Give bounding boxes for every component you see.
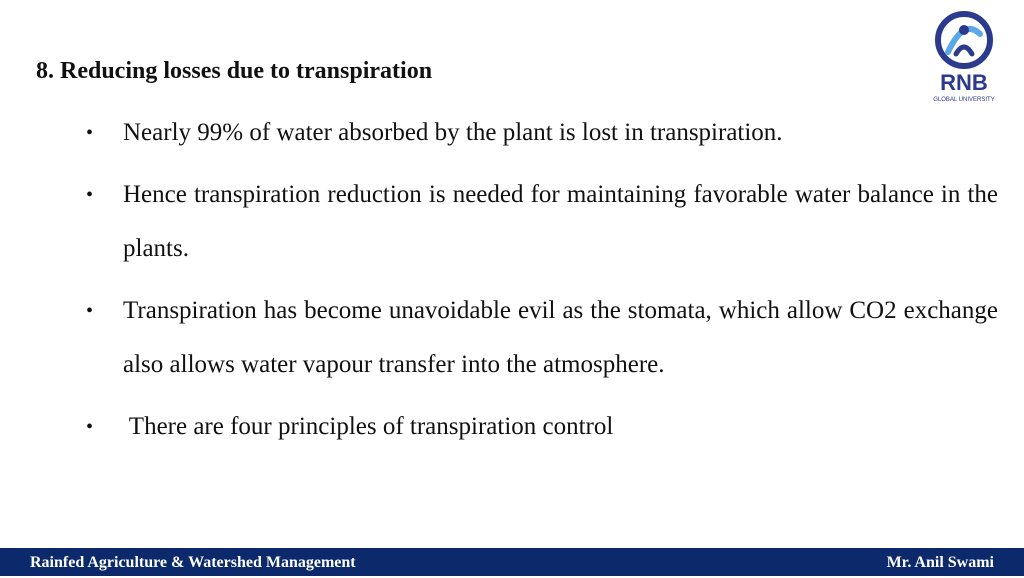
footer-bar [0,548,1024,576]
logo-text: RNB [940,70,988,95]
footer-course-title: Rainfed Agriculture & Watershed Management [30,554,356,571]
bullet-marker: • [86,122,94,144]
logo-subtext: GLOBAL UNIVERSITY [933,97,995,103]
bullet-marker: • [86,184,94,206]
bullet-item-1 [86,106,998,160]
footer-author: Mr. Anil Swami [886,554,994,571]
bullet-marker: • [86,300,94,322]
bullet-item-3 [86,284,998,392]
university-logo [926,10,1002,104]
bullet-marker: • [86,416,94,438]
bullet-list [86,106,998,462]
bullet-text: Transpiration has become unavoidable evil as the stomata, which allow CO2 exchange also allows water vapour transfer into the atmosphere. [123,297,998,378]
slide-title: 8. Reducing losses due to transpiration [36,58,433,84]
bullet-text: There are four principles of transpiration control [123,413,614,440]
bullet-text: Nearly 99% of water absorbed by the plant is lost in transpiration. [123,119,783,146]
bullet-item-2 [86,168,998,276]
bullet-text: Hence transpiration reduction is needed for maintaining favorable water balance in the plants. [123,181,998,262]
rnb-logo-icon [926,10,1002,104]
bullet-item-4 [86,400,998,454]
